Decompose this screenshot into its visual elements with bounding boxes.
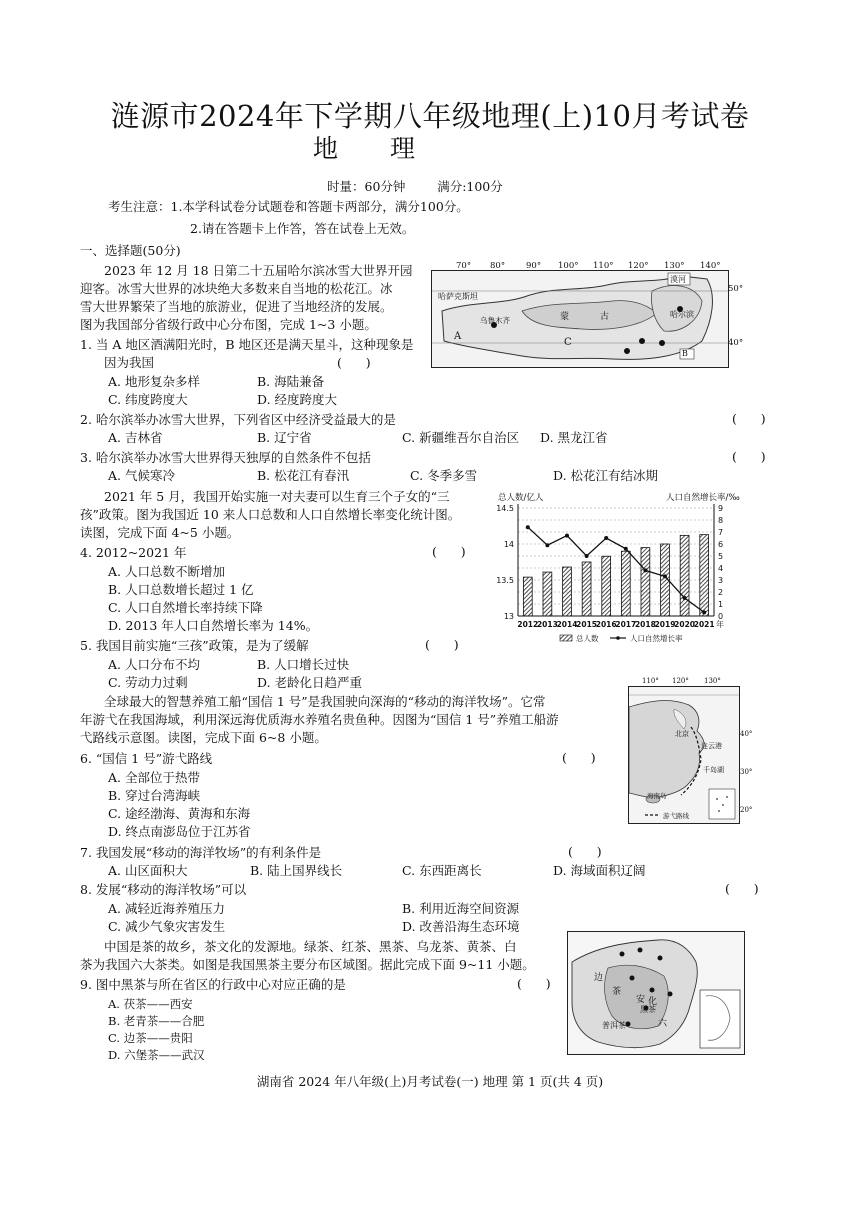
answer-paren: ( ) — [517, 976, 551, 991]
lat-label: 40° — [728, 338, 744, 348]
chart-xaxis-suffix: 年 — [716, 620, 724, 629]
answer-paren: ( ) — [725, 881, 759, 896]
q7-stem: 7. 我国发展“移动的海洋牧场”的有利条件是 — [80, 845, 322, 860]
map1-label: 蒙 — [560, 312, 570, 322]
chart-ytick-right: 3 — [718, 576, 724, 585]
chart-legend-label: 人口自然增长率 — [630, 634, 683, 643]
map3-label: 茶 — [612, 987, 622, 997]
chart-line — [528, 527, 704, 612]
notice-2: 2.请在答题卡上作答，答在试卷上无效。 — [190, 221, 415, 236]
chart-ytick-right: 9 — [718, 504, 724, 513]
answer-paren: ( ) — [337, 355, 371, 370]
chart-xtick: 2014 — [556, 620, 578, 629]
chart-point — [545, 543, 549, 547]
passage3-line: 弋路线示意图。读图，完成下面 6~8 小题。 — [80, 730, 327, 745]
option: C. 东西距离长 — [402, 863, 482, 878]
chart-xtick: 2021 — [693, 620, 715, 629]
answer-paren: ( ) — [732, 411, 766, 426]
passage1-line: 2023 年 12 月 18 日第二十五届哈尔滨冰雪大世界开园 — [104, 263, 413, 278]
q4-stem: 4. 2012~2021 年 — [80, 545, 187, 560]
time-score: 时量：60分钟 满分:100分 — [327, 179, 503, 194]
option: B. 穿过台湾海峡 — [108, 788, 201, 803]
chart-ytick-right: 0 — [718, 612, 724, 621]
section-heading: 一、选择题(50分) — [80, 243, 181, 258]
option: A. 人口分布不均 — [108, 657, 200, 672]
option: A. 吉林省 — [108, 430, 163, 445]
option: D. 经度跨度大 — [257, 392, 338, 407]
map3-label: 边 — [594, 973, 604, 983]
map1-label: 漠河 — [670, 275, 686, 284]
chart-point — [585, 554, 589, 558]
chart-bar — [543, 572, 552, 616]
chart-ytick-right: 7 — [718, 528, 724, 537]
map1-label: B — [682, 349, 688, 358]
passage1-line: 图为我国部分省级行政中心分布图，完成 1~3 小题。 — [80, 317, 377, 332]
chart-ytick-right: 2 — [718, 588, 724, 597]
chart-point — [604, 536, 608, 540]
map1-label: 哈萨克斯坦 — [438, 292, 478, 301]
chart-xtick: 2013 — [536, 620, 558, 629]
chart-legend-marker — [616, 636, 620, 640]
passage1-line: 迎客。冰雪大世界的冰块绝大多数来自当地的松花江。冰 — [80, 281, 393, 296]
lon-label: 120° — [672, 677, 689, 685]
map2-label: 海南岛 — [647, 792, 667, 800]
map3-label: 黑茶 — [640, 1005, 656, 1014]
option: B. 利用近海空间资源 — [402, 901, 520, 916]
lat-label: 40° — [740, 730, 753, 738]
map1-label: 乌鲁木齐 — [480, 316, 510, 325]
chart-bar — [700, 535, 709, 616]
q9-stem: 9. 图中黑茶与所在省区的行政中心对应正确的是 — [80, 977, 346, 992]
option: A. 减轻近海养殖压力 — [108, 901, 225, 916]
option: A. 气候寒冷 — [108, 468, 175, 483]
lon-label: 80° — [490, 261, 506, 271]
chart-ytick-right: 8 — [718, 516, 724, 525]
chart-bar — [523, 577, 532, 616]
option: D. 黑龙江省 — [540, 430, 608, 445]
map1-label: C — [564, 337, 572, 348]
option: C. 减少气象灾害发生 — [108, 919, 226, 934]
option: D. 六堡茶——武汉 — [108, 1048, 205, 1062]
lon-label: 90° — [526, 261, 542, 271]
passage4-line: 中国是茶的故乡，茶文化的发源地。绿茶、红茶、黑茶、乌龙茶、黄茶、白 — [104, 939, 517, 954]
map3-label: 化 — [648, 997, 658, 1007]
lon-label: 70° — [456, 261, 472, 271]
map2-label: 游弋路线 — [663, 812, 689, 820]
chart-bar — [563, 567, 572, 616]
chart-ytick-left: 13 — [503, 612, 514, 621]
chart-point — [643, 568, 647, 572]
answer-paren: ( ) — [568, 844, 602, 859]
option: C. 边茶——贵阳 — [108, 1031, 193, 1045]
option: A. 茯茶——西安 — [108, 997, 193, 1011]
option: C. 冬季多雪 — [410, 468, 478, 483]
option: D. 老龄化日趋严重 — [257, 675, 363, 690]
exam-title: 涟源市2024年下学期八年级地理(上)10月考试卷 — [110, 99, 750, 133]
chart-bar — [680, 535, 689, 616]
chart-ytick-left: 13.5 — [496, 576, 514, 585]
option: B. 人口增长过快 — [257, 657, 350, 672]
q2-stem: 2. 哈尔滨举办冰雪大世界，下列省区中经济受益最大的是 — [80, 412, 396, 427]
map3-label: 安 — [636, 995, 646, 1005]
chart-bar — [641, 548, 650, 616]
lon-label: 140° — [700, 261, 721, 271]
chart-ytick-right: 4 — [718, 564, 724, 573]
option: B. 辽宁省 — [257, 430, 312, 445]
map2-label: 北京 — [675, 730, 689, 738]
map1-label: 哈尔滨 — [670, 310, 694, 319]
chart-xtick: 2016 — [595, 620, 617, 629]
lat-label: 50° — [728, 284, 744, 294]
chart-xtick: 2017 — [615, 620, 637, 629]
route-map — [628, 686, 740, 824]
option: A. 地形复杂多样 — [108, 374, 200, 389]
q8-stem: 8. 发展“移动的海洋牧场”可以 — [80, 882, 247, 897]
chart-point — [683, 596, 687, 600]
chart-bar — [621, 551, 630, 616]
option: B. 海陆兼备 — [257, 374, 325, 389]
chart-legend-swatch — [560, 635, 572, 641]
q1-stem: 因为我国 — [104, 355, 155, 370]
map3-label: 六 — [658, 1019, 668, 1029]
answer-paren: ( ) — [425, 637, 459, 652]
lon-label: 100° — [558, 261, 579, 271]
lat-label: 30° — [740, 768, 753, 776]
q3-stem: 3. 哈尔滨举办冰雪大世界得天独厚的自然条件不包括 — [80, 450, 371, 465]
chart-ylabel-left: 总人数/亿人 — [498, 493, 544, 503]
option: C. 新疆维吾尔自治区 — [402, 430, 520, 445]
chart-ytick-right: 5 — [718, 552, 724, 561]
chart-ylabel-right: 人口自然增长率/‰ — [666, 493, 740, 503]
chart-bar — [582, 562, 591, 616]
chart-point — [663, 574, 667, 578]
chart-xtick: 2012 — [517, 620, 539, 629]
option: A. 山区面积大 — [108, 863, 188, 878]
population-chart — [490, 488, 752, 652]
chart-xtick: 2020 — [674, 620, 696, 629]
chart-ytick-left: 14 — [503, 540, 514, 549]
notice-1: 考生注意：1.本学科试卷分试题卷和答题卡两部分，满分100分。 — [108, 199, 469, 214]
chart-point — [526, 525, 530, 529]
chart-canvas — [490, 488, 752, 652]
exam-subject: 地 理 — [313, 134, 437, 163]
option: C. 人口自然增长率持续下降 — [108, 600, 263, 615]
option: C. 纬度跨度大 — [108, 392, 188, 407]
option: B. 松花江有春汛 — [257, 468, 350, 483]
passage4-line: 茶为我国六大茶类。如图是我国黑茶主要分布区域图。据此完成下面 9~11 小题。 — [80, 957, 535, 972]
chart-point — [565, 534, 569, 538]
passage1-line: 雪大世界繁荣了当地的旅游业，促进了当地经济的发展。 — [80, 299, 393, 314]
option: D. 松花江有结冰期 — [553, 468, 659, 483]
lon-label: 130° — [664, 261, 685, 271]
option: C. 劳动力过剩 — [108, 675, 188, 690]
option: C. 途经渤海、黄海和东海 — [108, 806, 251, 821]
chart-xtick: 2015 — [576, 620, 598, 629]
option: D. 改善沿海生态环境 — [402, 919, 520, 934]
province-capital-map — [431, 270, 729, 368]
option: D. 终点南澎岛位于江苏省 — [108, 824, 251, 839]
option: D. 海域面积辽阔 — [553, 863, 646, 878]
chart-legend-label: 总人数 — [576, 634, 599, 643]
chart-ytick-right: 6 — [718, 540, 724, 549]
answer-paren: ( ) — [732, 449, 766, 464]
lon-label: 110° — [642, 677, 659, 685]
passage2-line: 2021 年 5 月，我国开始实施一对夫妻可以生育三个子女的“三 — [104, 489, 450, 504]
option: A. 人口总数不断增加 — [108, 564, 225, 579]
map3-label: 普洱茶 — [602, 1021, 626, 1030]
chart-bar — [602, 556, 611, 616]
passage2-line: 读图，完成下面 4~5 小题。 — [80, 525, 240, 540]
passage3-line: 全球最大的智慧养殖工船“国信 1 号”是我国驶向深海的“移动的海洋牧场”。它常 — [104, 694, 546, 709]
passage3-line: 年游弋在我国海域，利用深远海优质海水养殖名贵鱼种。因图为“国信 1 号”养殖工船游 — [80, 712, 559, 727]
map2-label: 千岛湖 — [703, 766, 724, 774]
answer-paren: ( ) — [432, 544, 466, 559]
page-footer: 湖南省 2024 年八年级(上)月考试卷(一) 地理 第 1 页(共 4 页) — [256, 1074, 604, 1089]
chart-point — [702, 610, 706, 614]
lat-label: 20° — [740, 806, 753, 814]
passage2-line: 孩”政策。图为我国近 10 来人口总数和人口自然增长率变化统计图。 — [80, 507, 461, 522]
option: B. 人口总数增长超过 1 亿 — [108, 582, 254, 597]
chart-ytick-left: 14.5 — [496, 504, 514, 513]
map2-label: 连云港 — [701, 742, 722, 750]
lon-label: 120° — [628, 261, 649, 271]
option: A. 全部位于热带 — [108, 770, 200, 785]
option: B. 陆上国界线长 — [250, 863, 343, 878]
chart-xtick: 2018 — [634, 620, 656, 629]
q6-stem: 6. “国信 1 号”游弋路线 — [80, 751, 213, 766]
chart-point — [624, 547, 628, 551]
tea-map — [567, 931, 745, 1055]
q1-stem: 1. 当 A 地区酒满阳光时，B 地区还是满天星斗，这种现象是 — [80, 337, 414, 352]
lon-label: 110° — [593, 261, 614, 271]
answer-paren: ( ) — [562, 750, 596, 765]
option: D. 2013 年人口自然增长率为 14%。 — [108, 618, 319, 633]
map1-label: 古 — [600, 312, 610, 322]
chart-xtick: 2019 — [654, 620, 676, 629]
map1-label: A — [454, 331, 462, 342]
option: B. 老青茶——合肥 — [108, 1014, 205, 1028]
chart-ytick-right: 1 — [718, 600, 724, 609]
lon-label: 130° — [704, 677, 721, 685]
q5-stem: 5. 我国目前实施“三孩”政策，是为了缓解 — [80, 638, 309, 653]
